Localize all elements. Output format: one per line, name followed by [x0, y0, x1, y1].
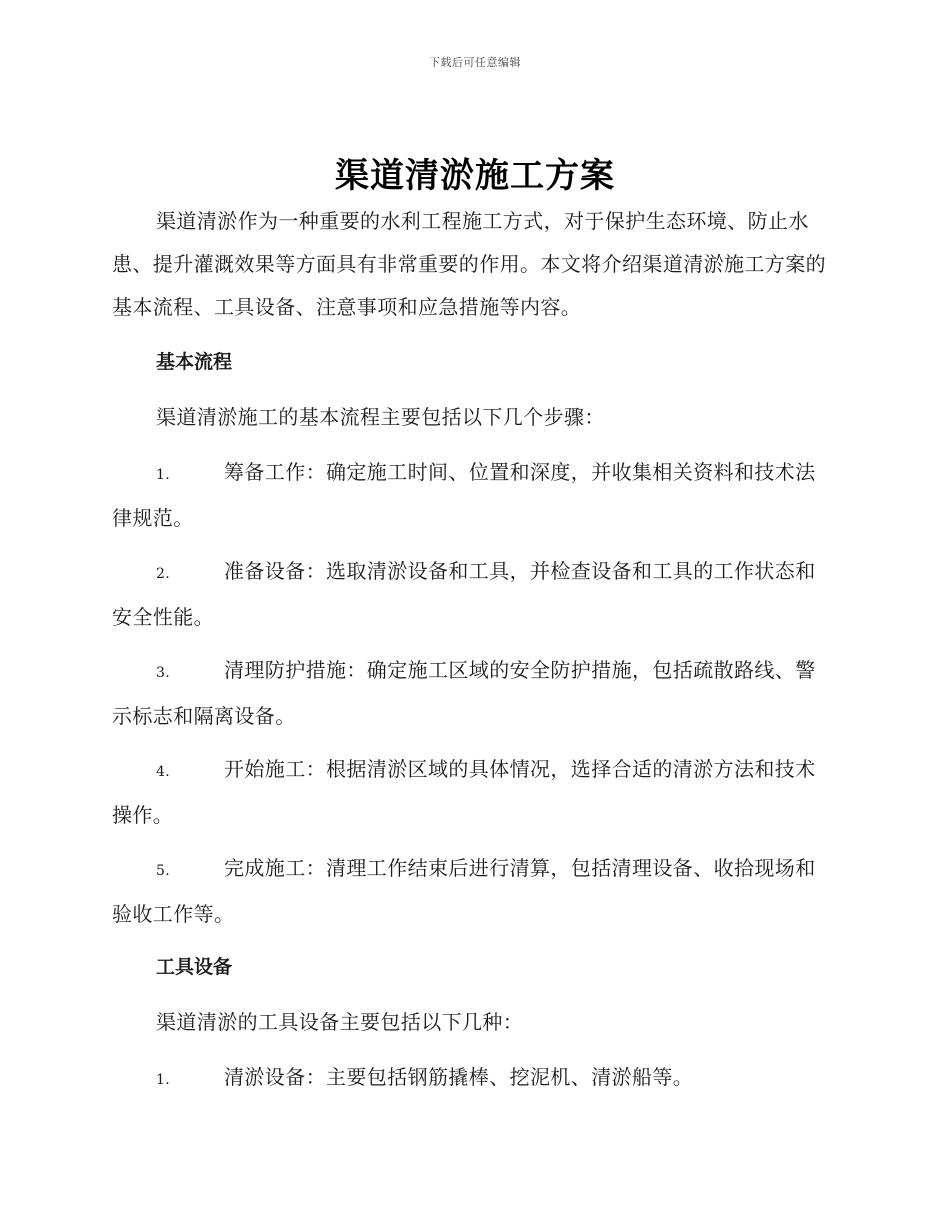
list-item	[112, 1056, 834, 1102]
list-text: 清淤设备：主要包括钢筋撬棒、挖泥机、清淤船等。	[224, 1065, 694, 1089]
list-item	[112, 550, 834, 639]
section-heading: 基本流程	[156, 351, 233, 373]
list-item	[112, 847, 834, 936]
section-lead: 渠道清淤施工的基本流程主要包括以下几个步骤：	[156, 405, 605, 429]
list-text: 清理防护措施：确定施工区域的安全防护措施，包括疏散路线、警示标志和隔离设备。	[112, 658, 816, 728]
header-note: 下载后可任意编辑	[429, 56, 521, 69]
section-heading: 工具设备	[156, 956, 233, 978]
list-text: 筹备工作：确定施工时间、位置和深度，并收集相关资料和技术法律规范。	[112, 460, 816, 530]
list-text: 开始施工：根据清淤区域的具体情况，选择合适的清淤方法和技术操作。	[112, 757, 816, 827]
document-title: 渠道清淤施工方案	[335, 156, 615, 196]
list-number: 2.	[156, 566, 171, 582]
list-number: 1.	[156, 467, 171, 483]
section-basic-process	[112, 341, 834, 936]
list-number: 1.	[156, 1072, 171, 1088]
section-lead: 渠道清淤的工具设备主要包括以下几种：	[156, 1010, 524, 1034]
list-item	[112, 451, 834, 540]
list-number: 4.	[156, 764, 171, 780]
list-text: 完成施工：清理工作结束后进行清算，包括清理设备、收拾现场和验收工作等。	[112, 856, 816, 926]
list-number: 5.	[156, 863, 171, 879]
list-item	[112, 748, 834, 837]
list-item	[112, 649, 834, 738]
list-text: 准备设备：选取清淤设备和工具，并检查设备和工具的工作状态和安全性能。	[112, 559, 816, 629]
list-number: 3.	[156, 665, 171, 681]
section-tools-equipment	[112, 946, 834, 1102]
intro-paragraph: 渠道清淤作为一种重要的水利工程施工方式，对于保护生态环境、防止水患、提升灌溉效果等方面具有非常重要的作用。本文将介绍渠道清淤施工方案的基本流程、工具设备、注意事项和应急措施等内容。	[112, 209, 826, 319]
document-body	[112, 200, 834, 1102]
